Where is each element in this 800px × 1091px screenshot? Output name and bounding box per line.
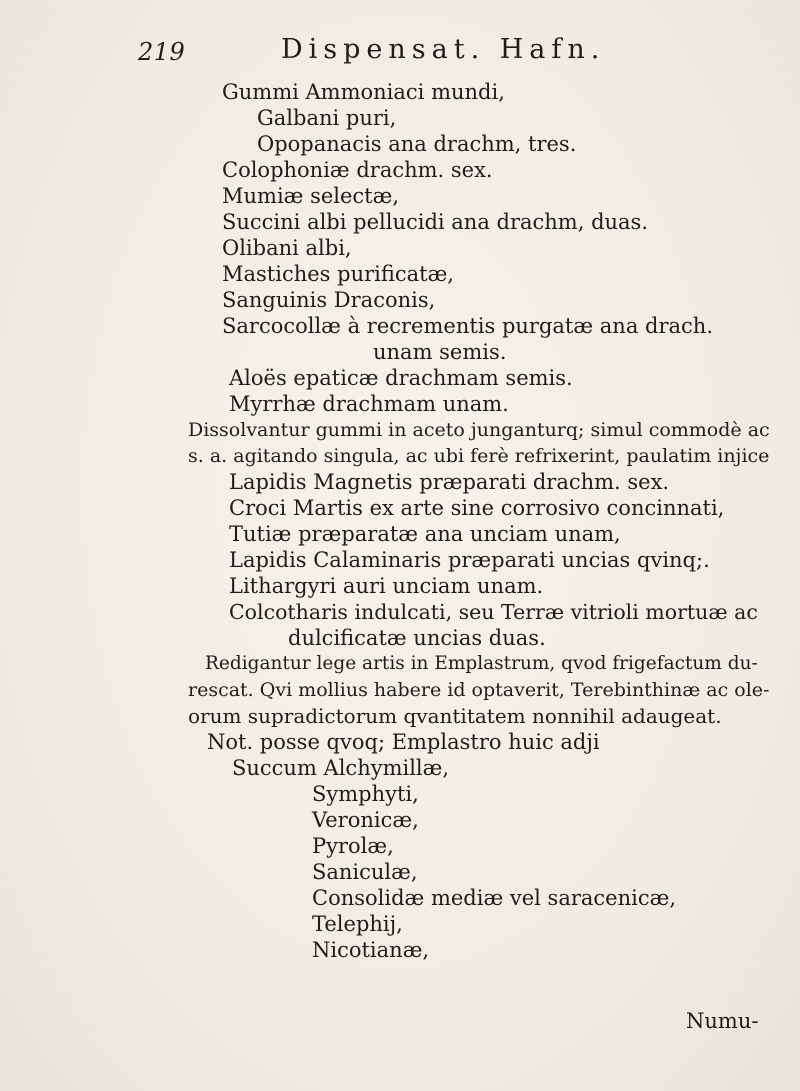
- text-line: Veronicæ,: [312, 808, 419, 832]
- text-line: Opopanacis ana drachm, tres.: [257, 132, 577, 156]
- text-line: Saniculæ,: [312, 860, 418, 884]
- text-line: unam semis.: [373, 340, 507, 364]
- text-line: Not. posse qvoq; Emplastro huic adji: [207, 730, 600, 754]
- text-line: Mumiæ selectæ,: [222, 184, 400, 208]
- text-line: rescat. Qvi mollius habere id optaverit, Terebinthinæ ac ole-: [188, 679, 770, 701]
- text-line: Sarcocollæ à recrementis purgatæ ana drach.: [222, 314, 713, 338]
- text-line: Lithargyri auri unciam unam.: [229, 574, 544, 598]
- text-line: Telephij,: [312, 912, 403, 936]
- text-line: Galbani puri,: [257, 106, 397, 130]
- text-line: Nicotianæ,: [312, 938, 430, 962]
- running-head: Dispensat. Hafn.: [281, 34, 606, 65]
- text-line: Mastiches purificatæ,: [222, 262, 454, 286]
- page-number: 219: [138, 38, 186, 66]
- text-line: orum supradictorum qvantitatem nonnihil adaugeat.: [188, 704, 722, 728]
- text-line: Succum Alchymillæ,: [232, 756, 450, 780]
- text-line: Redigantur lege artis in Emplastrum, qvod frigefactum du-: [205, 653, 758, 674]
- text-line: Succini albi pellucidi ana drachm, duas.: [222, 210, 649, 234]
- text-line: Gummi Ammoniaci mundi,: [222, 80, 505, 104]
- text-line: Myrrhæ drachmam unam.: [229, 392, 509, 416]
- text-line: Colcotharis indulcati, seu Terræ vitrioli mortuæ ac: [229, 600, 758, 624]
- text-line: Tutiæ præparatæ ana unciam unam,: [229, 522, 621, 546]
- text-line: Dissolvantur gummi in aceto junganturq; simul commodè ac: [188, 419, 770, 441]
- text-line: dulcificatæ uncias duas.: [288, 626, 546, 650]
- text-line: Olibani albi,: [222, 236, 352, 260]
- text-line: Croci Martis ex arte sine corrosivo concinnati,: [229, 496, 725, 520]
- text-line: Symphyti,: [312, 782, 419, 806]
- text-line: Lapidis Magnetis præparati drachm. sex.: [229, 470, 670, 494]
- text-line: s. a. agitando singula, ac ubi ferè refrixerint, paulatim injice: [188, 445, 770, 467]
- text-line: Colophoniæ drachm. sex.: [222, 158, 493, 182]
- catchword: Numu-: [686, 1009, 759, 1033]
- text-line: Sanguinis Draconis,: [222, 288, 436, 312]
- text-line: Aloës epaticæ drachmam semis.: [229, 366, 573, 390]
- text-line: Consolidæ mediæ vel saracenicæ,: [312, 886, 677, 910]
- text-line: Pyrolæ,: [312, 834, 394, 858]
- text-line: Lapidis Calaminaris præparati uncias qvinq;.: [229, 548, 710, 572]
- page-header: [138, 34, 758, 68]
